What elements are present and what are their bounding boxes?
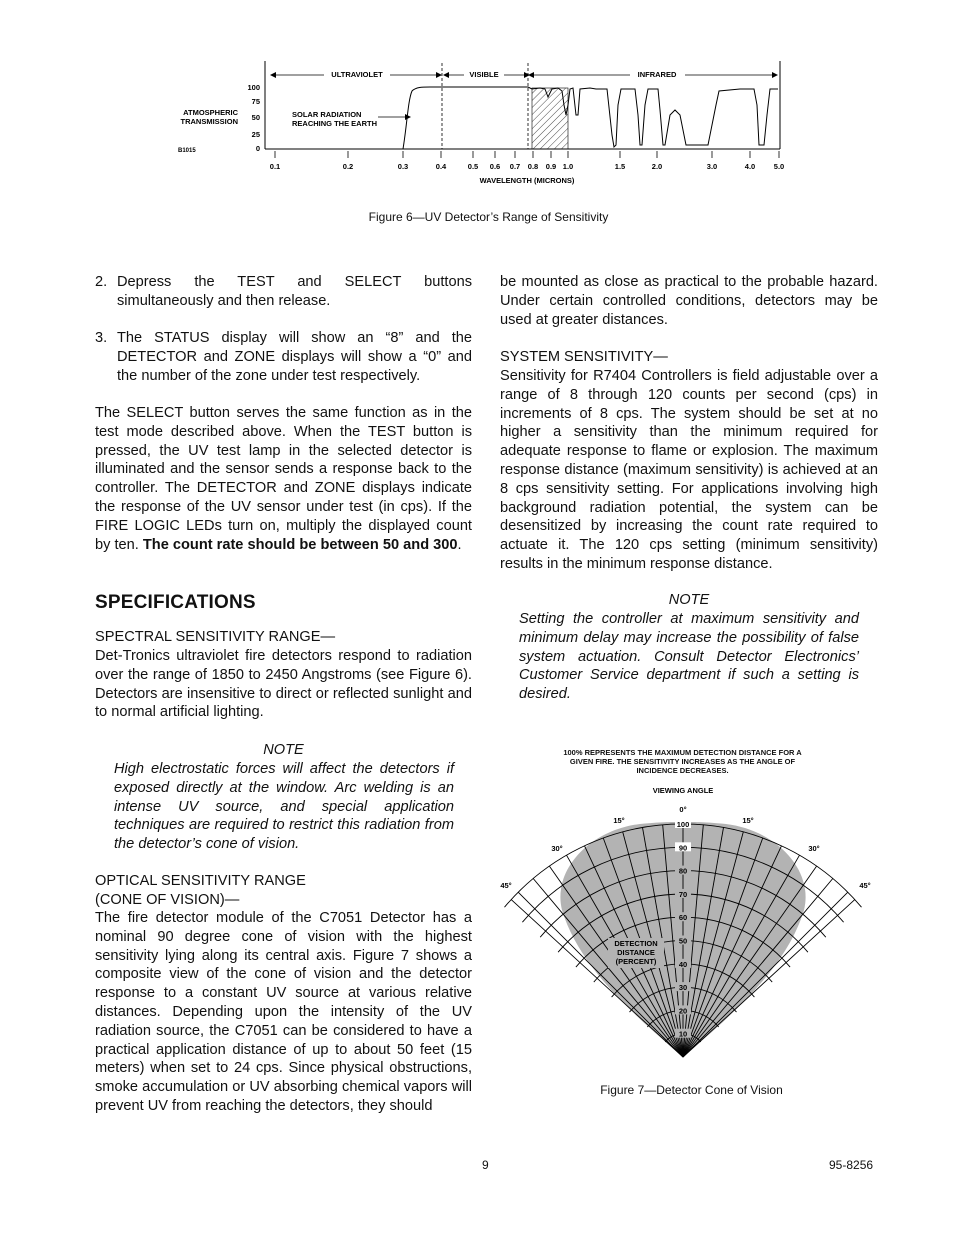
fig7-radial-tick-label: 80 bbox=[678, 866, 688, 876]
fig6-xtick: 0.9 bbox=[545, 162, 557, 171]
spectral-heading: SPECTRAL SENSITIVITY RANGE— bbox=[95, 629, 336, 645]
fig6-xtick: 3.0 bbox=[706, 162, 718, 171]
note-1-title: NOTE bbox=[263, 742, 304, 758]
fig6-ytick-50: 50 bbox=[251, 113, 260, 122]
select-paragraph: The SELECT button serves the same function as in the test mode described above. When the TEST button is pressed, the UV test lamp in the selected detector is illuminated and the sensor sends a response back to the controller. The DETECTOR and ZONE displays indicate the response of the UV sensor under test (in cps). If the FIRE LOGIC LEDs turn on, multiply the displayed count by ten. The count rate should be between 50 and 300. bbox=[95, 405, 472, 553]
fig7-radial-tick-label: 50 bbox=[678, 936, 688, 946]
fig6-xtick: 0.1 bbox=[269, 162, 281, 171]
fig6-band-uv: ULTRAVIOLET bbox=[331, 70, 383, 79]
fig7-angle-0: 0° bbox=[679, 805, 687, 814]
svg-text:DISTANCE: DISTANCE bbox=[617, 948, 655, 957]
specifications-heading: SPECIFICATIONS bbox=[95, 592, 256, 613]
spectral-text: Det-Tronics ultraviolet fire detectors respond to radiation over the range of 1850 to 2450 Angstroms (see Figure 6). Detectors are insensitive to direct or reflected sunlight and to normal artificial lighting. bbox=[95, 648, 472, 721]
step-3 bbox=[95, 329, 472, 385]
step-2 bbox=[95, 273, 472, 311]
fig7-radial-tick-label: 100 bbox=[676, 820, 690, 829]
fig6-xtick: 0.8 bbox=[527, 162, 539, 171]
fig7-angle-15-right: 15° bbox=[742, 816, 754, 825]
fig6-xtick: 0.7 bbox=[509, 162, 521, 171]
fig7-header-line2: GIVEN FIRE. THE SENSITIVITY INCREASES AS THE ANGLE OF bbox=[569, 757, 796, 766]
fig7-radial-tick-label: 60 bbox=[678, 913, 688, 923]
note-2-title: NOTE bbox=[668, 592, 710, 608]
fig6-ylabel-line1: ATMOSPHERIC bbox=[183, 108, 238, 117]
fig6-ylabel-line2: TRANSMISSION bbox=[180, 117, 238, 126]
optical-heading-2: (CONE OF VISION)— bbox=[95, 892, 240, 908]
note-1-text: High electrostatic forces will affect the detectors if exposed directly at the window. Arc welding is an intense UV source, and special application techniques are required to restrict this radiation from the detector’s cone of vision. bbox=[114, 761, 454, 853]
fig7-radial-tick-label: 10 bbox=[678, 1029, 688, 1039]
page-number: 9 bbox=[482, 1158, 489, 1172]
step-3-text: The STATUS display will show an “8” and the DETECTOR and ZONE displays will show a “0” and the number of the zone under test respectively. bbox=[117, 330, 472, 384]
fig6-xlabel: WAVELENGTH (MICRONS) bbox=[479, 176, 575, 185]
system-sensitivity-heading: SYSTEM SENSITIVITY— bbox=[500, 349, 668, 365]
select-paragraph-text: The SELECT button serves the same function as in the test mode described above. When the TEST button is pressed, the UV test lamp in the selected detector is illuminated and the sensor sends a response back to the controller. The DETECTOR and ZONE displays indicate the response of the UV sensor under test (in cps). If the FIRE LOGIC LEDs turn on, multiply the displayed count by ten. bbox=[95, 405, 472, 553]
fig7-radial-tick-label: 40 bbox=[678, 959, 688, 969]
fig6-annotation-line1: SOLAR RADIATION bbox=[292, 110, 362, 119]
fig7-radial-tick-label: 20 bbox=[678, 1006, 688, 1016]
fig6-code: B1015 bbox=[178, 148, 196, 154]
fig6-ytick-25: 25 bbox=[251, 130, 260, 139]
fig7-viewing-angle: VIEWING ANGLE bbox=[652, 786, 714, 795]
system-sensitivity-text: Sensitivity for R7404 Controllers is field adjustable over a range of 8 through 120 counts per second (cps) in increments of 8 cps. The system should be set at no higher a sensitivity than the minimum required for adequate response to flame or explosion. The maximum response distance (maximum sensitivity) is achieved at an 8 cps sensitivity setting. For applications involving high background radiation potential, the system can be desensitized by increasing the count rate required to actuate it. The 120 cps setting (minimum sensitivity) results in the minimum response distance. bbox=[500, 368, 878, 572]
fig7-angle-30-right: 30° bbox=[808, 844, 820, 853]
note-2-text: Setting the controller at maximum sensitivity and minimum delay may increase the possibility of false system actuation. Consult Detector Electronics’ Customer Service department if such a setting is desired. bbox=[519, 611, 859, 703]
fig7-distance-label bbox=[608, 938, 664, 968]
fig6-xtick: 5.0 bbox=[773, 162, 785, 171]
fig7-header-line1: 100% REPRESENTS THE MAXIMUM DETECTION DISTANCE FOR A bbox=[563, 748, 802, 757]
fig6-xtick: 2.0 bbox=[651, 162, 663, 171]
fig6-xtick: 1.5 bbox=[614, 162, 626, 171]
step-3-number: 3. bbox=[95, 330, 108, 346]
fig6-xtick: 0.6 bbox=[489, 162, 501, 171]
svg-text:(PERCENT): (PERCENT) bbox=[615, 957, 657, 966]
fig7-angle-30-left: 30° bbox=[551, 844, 563, 853]
fig6-ytick-100: 100 bbox=[247, 83, 260, 92]
fig6-annotation-line2: REACHING THE EARTH bbox=[292, 119, 378, 128]
figure-7-diagram bbox=[490, 780, 890, 1070]
fig7-radial-tick-label: 30 bbox=[678, 983, 688, 993]
fig6-transmission-curve bbox=[403, 87, 778, 149]
fig6-xtick: 0.2 bbox=[342, 162, 354, 171]
fig6-band-visible: VISIBLE bbox=[469, 70, 499, 79]
fig6-xtick: 0.3 bbox=[397, 162, 409, 171]
document-number: 95-8256 bbox=[829, 1158, 874, 1172]
fig7-header-line3: INCIDENCE DECREASES. bbox=[636, 766, 729, 775]
svg-text:DETECTION: DETECTION bbox=[614, 939, 658, 948]
fig6-band-infrared: INFRARED bbox=[637, 70, 677, 79]
optical-text: The fire detector module of the C7051 Detector has a nominal 90 degree cone of vision with the highest sensitivity lying along its central axis. Figure 7 shows a composite view of the cone of vision and the detector response to a constant UV source at various relative distances. Depending upon the intensity of the UV radiation source, the C7051 can be considered to have a practical application distance of up to about 50 feet (15 meters) when set to 24 cps. Since physical obstructions, smoke accumulation or UV absorbing chemical vapors will prevent UV from reaching the detectors, they should bbox=[95, 910, 472, 1114]
fig7-angle-45-right: 45° bbox=[859, 881, 871, 890]
fig6-xtick: 1.0 bbox=[562, 162, 574, 171]
figure-6-caption: Figure 6—UV Detector’s Range of Sensitivity bbox=[368, 210, 609, 224]
fig6-xtick: 0.5 bbox=[467, 162, 479, 171]
fig6-ytick-75: 75 bbox=[251, 97, 260, 106]
fig6-xtick: 4.0 bbox=[744, 162, 756, 171]
count-rate-bold: The count rate should be between 50 and 300 bbox=[142, 536, 458, 553]
step-2-number: 2. bbox=[95, 274, 108, 290]
optical-heading-1: OPTICAL SENSITIVITY RANGE bbox=[95, 873, 306, 889]
figure-6-chart bbox=[160, 55, 800, 190]
fig7-header bbox=[530, 748, 835, 775]
fig6-ytick-0: 0 bbox=[255, 144, 260, 153]
figure-7-caption: Figure 7—Detector Cone of Vision bbox=[600, 1083, 783, 1097]
fig6-xtick: 0.4 bbox=[435, 162, 447, 171]
fig7-angle-15-left: 15° bbox=[613, 816, 625, 825]
fig7-radial-tick-label: 90 bbox=[678, 843, 688, 853]
step-2-text: Depress the TEST and SELECT buttons simultaneously and then release. bbox=[117, 274, 472, 309]
fig7-radial-tick-label: 70 bbox=[678, 889, 688, 899]
fig7-angle-45-left: 45° bbox=[500, 881, 512, 890]
right-cont-text: be mounted as close as practical to the probable hazard. Under certain controlled conditions, detectors may be used at greater distances. bbox=[500, 274, 878, 328]
